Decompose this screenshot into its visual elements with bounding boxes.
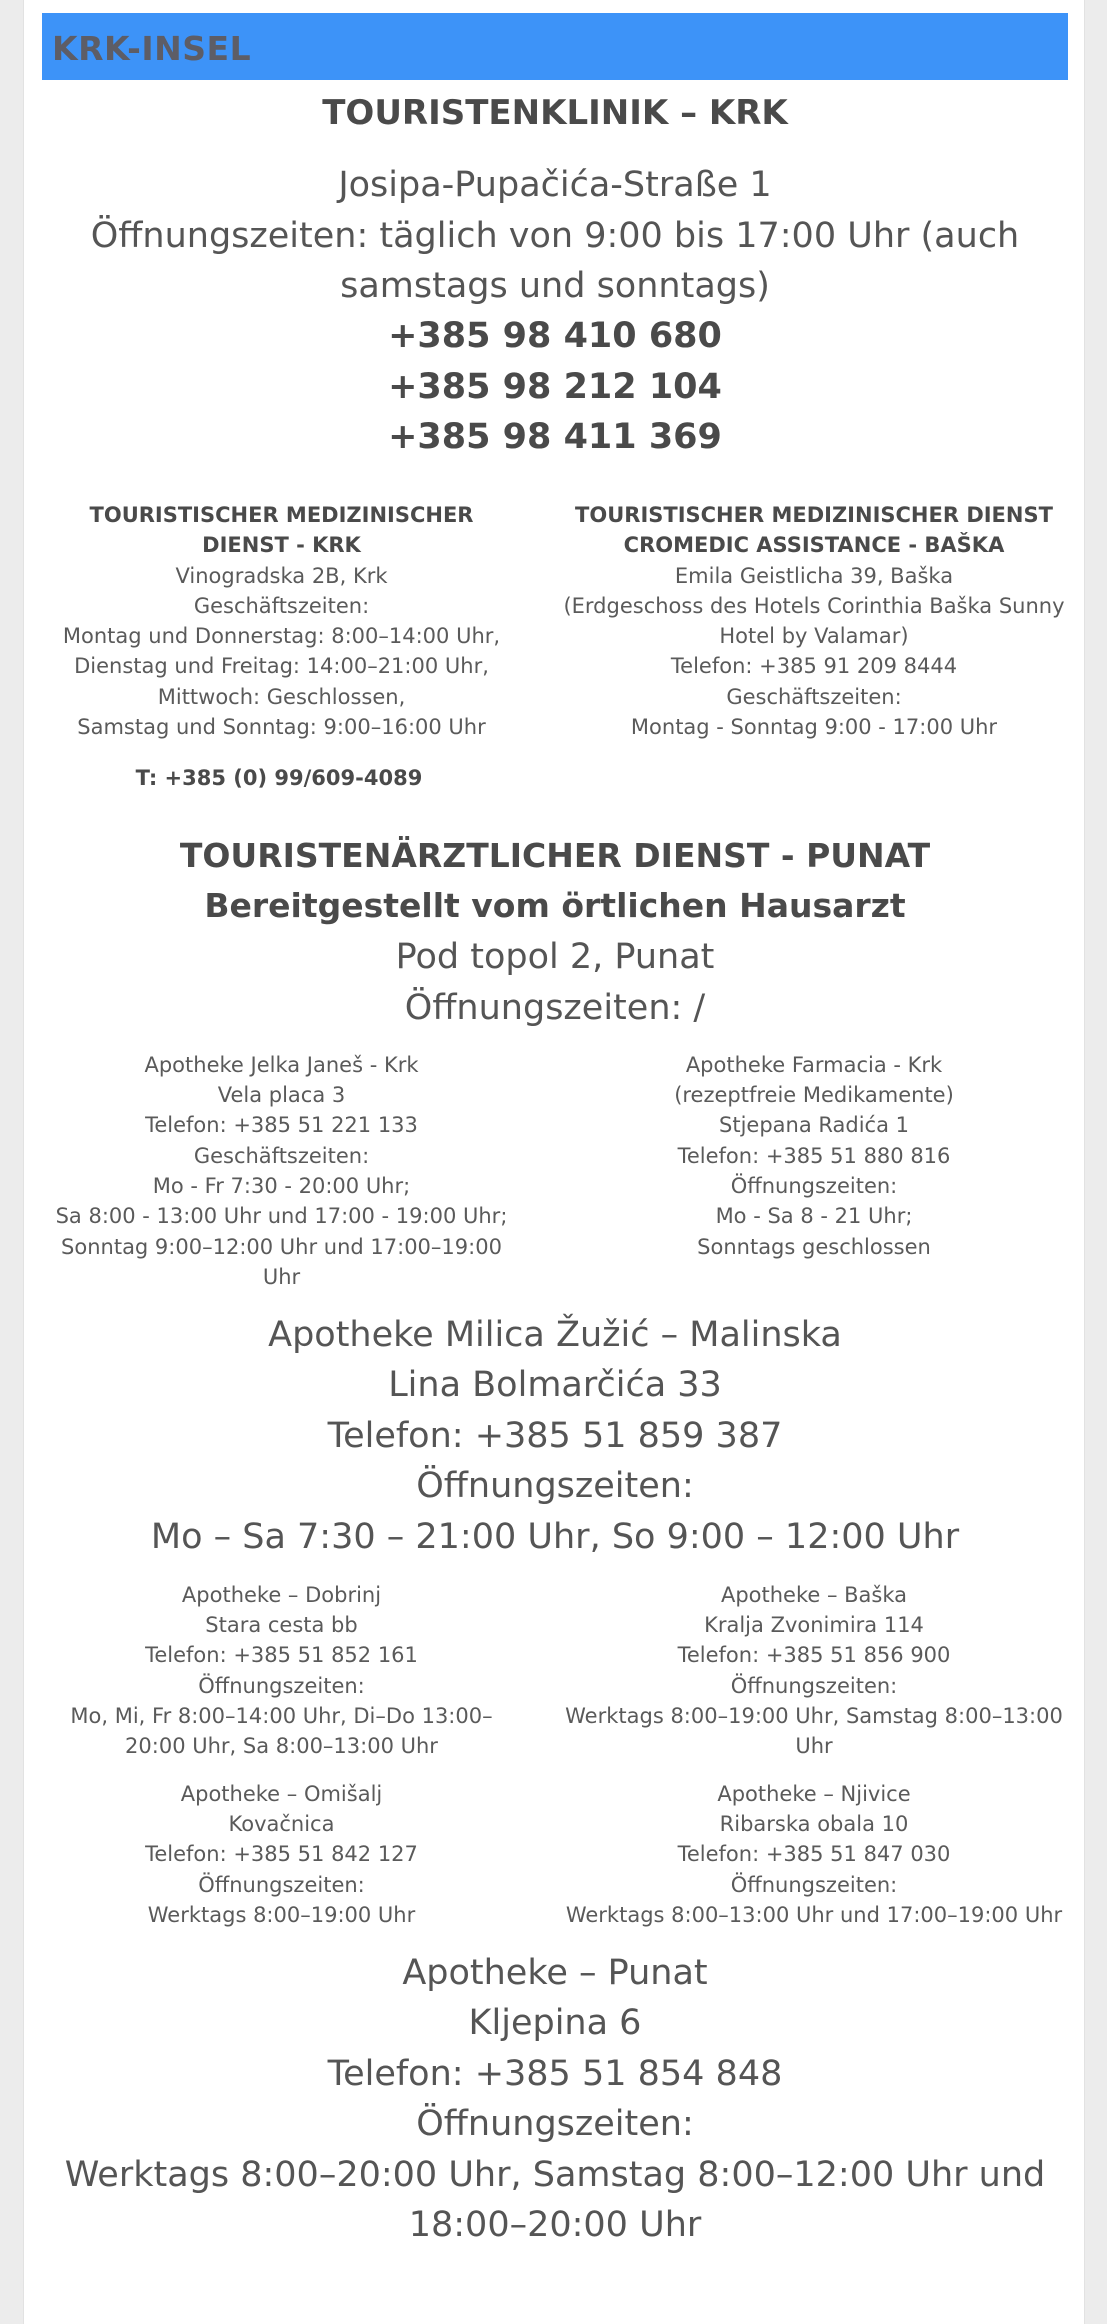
med-service-krk-hours-label: Geschäftszeiten: <box>193 594 370 618</box>
clinic-krk-phone-1[interactable]: +385 98 410 680 <box>388 316 722 356</box>
pharmacy-omisalj-phone[interactable]: Telefon: +385 51 842 127 <box>145 1842 418 1866</box>
pharmacy-njivice-name: Apotheke – Njivice <box>717 1782 911 1806</box>
med-service-baska-title-line2: CROMEDIC ASSISTANCE - BAŠKA <box>623 533 1005 557</box>
med-service-baska-note-line1: (Erdgeschoss des Hotels Corinthia Baška Sunny <box>563 594 1065 618</box>
pharmacy-farmacia-hours-line2: Sonntags geschlossen <box>697 1235 931 1259</box>
pharmacy-njivice-hours: Werktags 8:00–13:00 Uhr und 17:00–19:00 Uhr <box>565 1903 1063 1927</box>
clinic-krk-title: TOURISTENKLINIK – KRK <box>322 93 788 133</box>
pharmacy-dobrinj-hours-line1: Mo, Mi, Fr 8:00–14:00 Uhr, Di–Do 13:00– <box>70 1704 493 1728</box>
pharmacy-njivice-phone[interactable]: Telefon: +385 51 847 030 <box>677 1842 951 1866</box>
pharmacy-dobrinj-name: Apotheke – Dobrinj <box>181 1583 382 1607</box>
pharmacy-janes-address: Vela placa 3 <box>217 1083 346 1107</box>
pharmacy-punat-phone[interactable]: Telefon: +385 51 854 848 <box>327 2054 783 2094</box>
pharmacy-farmacia-address: Stjepana Radića 1 <box>719 1113 909 1137</box>
pharmacy-malinska-hours-label: Öffnungszeiten: <box>416 1466 694 1506</box>
med-service-krk-hours-line2: Dienstag und Freitag: 14:00–21:00 Uhr, <box>74 654 489 678</box>
med-service-krk-phone[interactable]: T: +385 (0) 99/609-4089 <box>135 766 423 790</box>
pharmacy-janes-phone[interactable]: Telefon: +385 51 221 133 <box>145 1113 418 1137</box>
pharmacy-janes-hours-label: Geschäftszeiten: <box>193 1144 370 1168</box>
med-service-baska-title-line1: TOURISTISCHER MEDIZINISCHER DIENST <box>575 503 1053 527</box>
pharmacy-dobrinj-phone[interactable]: Telefon: +385 51 852 161 <box>145 1643 418 1667</box>
pharmacy-omisalj-name: Apotheke – Omišalj <box>180 1782 383 1806</box>
pharmacy-punat-hours-line1: Werktags 8:00–20:00 Uhr, Samstag 8:00–12:00 Uhr und <box>64 2155 1046 2195</box>
med-service-baska-phone[interactable]: Telefon: +385 91 209 8444 <box>670 654 958 678</box>
med-service-krk-hours-line1: Montag und Donnerstag: 8:00–14:00 Uhr, <box>62 624 501 648</box>
med-service-baska-hours-label: Geschäftszeiten: <box>726 685 902 709</box>
pharmacy-punat-name: Apotheke – Punat <box>402 1953 708 1993</box>
pharmacy-baska-hours-line1: Werktags 8:00–19:00 Uhr, Samstag 8:00–13:00 <box>565 1704 1063 1728</box>
med-service-krk-hours-line3: Mittwoch: Geschlossen, <box>157 685 406 709</box>
pharmacy-punat-hours-label: Öffnungszeiten: <box>416 2104 694 2144</box>
pharmacy-baska-hours-label: Öffnungszeiten: <box>730 1674 898 1698</box>
clinic-krk-phone-2[interactable]: +385 98 212 104 <box>388 367 722 407</box>
pharmacy-malinska-phone[interactable]: Telefon: +385 51 859 387 <box>327 1416 783 1456</box>
punat-service-subtitle: Bereitgestellt vom örtlichen Hausarzt <box>204 886 906 925</box>
pharmacy-baska-name: Apotheke – Baška <box>720 1583 908 1607</box>
clinic-krk-phone-3[interactable]: +385 98 411 369 <box>388 417 722 457</box>
med-service-krk-address: Vinogradska 2B, Krk <box>175 564 388 588</box>
punat-service-address: Pod topol 2, Punat <box>395 937 715 977</box>
med-service-baska-hours: Montag - Sonntag 9:00 - 17:00 Uhr <box>630 715 998 739</box>
pharmacy-omisalj-address: Kovačnica <box>228 1812 335 1836</box>
pharmacy-njivice-address: Ribarska obala 10 <box>719 1812 909 1836</box>
med-service-krk-title-line1: TOURISTISCHER MEDIZINISCHER <box>89 503 474 527</box>
pharmacy-farmacia-hours-label: Öffnungszeiten: <box>730 1174 898 1198</box>
pharmacy-baska-address: Kralja Zvonimira 114 <box>704 1613 924 1637</box>
pharmacy-farmacia-phone[interactable]: Telefon: +385 51 880 816 <box>677 1144 951 1168</box>
pharmacy-njivice-hours-label: Öffnungszeiten: <box>730 1873 898 1897</box>
pharmacy-janes-hours-line1: Mo - Fr 7:30 - 20:00 Uhr; <box>152 1174 411 1198</box>
pharmacy-omisalj-hours: Werktags 8:00–19:00 Uhr <box>147 1903 416 1927</box>
pharmacy-dobrinj-hours-line2: 20:00 Uhr, Sa 8:00–13:00 Uhr <box>125 1734 438 1758</box>
region-header <box>42 13 1068 80</box>
med-service-krk-title-line2: DIENST - KRK <box>202 533 361 557</box>
pharmacy-janes-hours-line4: Uhr <box>262 1265 301 1289</box>
clinic-krk-hours-line2: samstags und sonntags) <box>340 266 770 306</box>
pharmacy-omisalj-hours-label: Öffnungszeiten: <box>198 1873 365 1897</box>
med-service-baska-note-line2: Hotel by Valamar) <box>719 624 909 648</box>
pharmacy-baska-phone[interactable]: Telefon: +385 51 856 900 <box>677 1643 951 1667</box>
pharmacy-punat-address: Kljepina 6 <box>468 2003 642 2043</box>
pharmacy-janes-hours-line3: Sonntag 9:00–12:00 Uhr und 17:00–19:00 <box>61 1235 502 1259</box>
pharmacy-dobrinj-hours-label: Öffnungszeiten: <box>198 1674 365 1698</box>
pharmacy-malinska-address: Lina Bolmarčića 33 <box>388 1365 722 1405</box>
clinic-krk-hours-line1: Öffnungszeiten: täglich von 9:00 bis 17:00 Uhr (auch <box>90 216 1020 256</box>
pharmacy-janes-name: Apotheke Jelka Janeš - Krk <box>144 1053 419 1077</box>
pharmacy-baska-hours-line2: Uhr <box>795 1734 833 1758</box>
pharmacy-malinska-hours: Mo – Sa 7:30 – 21:00 Uhr, So 9:00 – 12:00 Uhr <box>150 1517 960 1557</box>
pharmacy-punat-hours-line2: 18:00–20:00 Uhr <box>408 2205 702 2245</box>
clinic-krk-address: Josipa-Pupačića-Straße 1 <box>338 165 772 205</box>
med-service-krk-hours-line4: Samstag und Sonntag: 9:00–16:00 Uhr <box>77 715 486 739</box>
pharmacy-farmacia-name: Apotheke Farmacia - Krk <box>685 1053 943 1077</box>
pharmacy-janes-hours-line2: Sa 8:00 - 13:00 Uhr und 17:00 - 19:00 Uhr; <box>55 1204 508 1228</box>
punat-service-title: TOURISTENÄRZTLICHER DIENST - PUNAT <box>179 836 931 875</box>
pharmacy-farmacia-note: (rezeptfreie Medikamente) <box>674 1083 954 1107</box>
region-title: KRK-INSEL <box>52 29 252 68</box>
pharmacy-farmacia-hours-line1: Mo - Sa 8 - 21 Uhr; <box>715 1204 913 1228</box>
punat-service-hours: Öffnungszeiten: / <box>404 988 706 1028</box>
med-service-baska-address: Emila Geistlicha 39, Baška <box>674 564 954 588</box>
pharmacy-malinska-name: Apotheke Milica Žužić – Malinska <box>268 1315 842 1355</box>
page-content <box>23 0 1085 2324</box>
pharmacy-dobrinj-address: Stara cesta bb <box>205 1613 358 1637</box>
